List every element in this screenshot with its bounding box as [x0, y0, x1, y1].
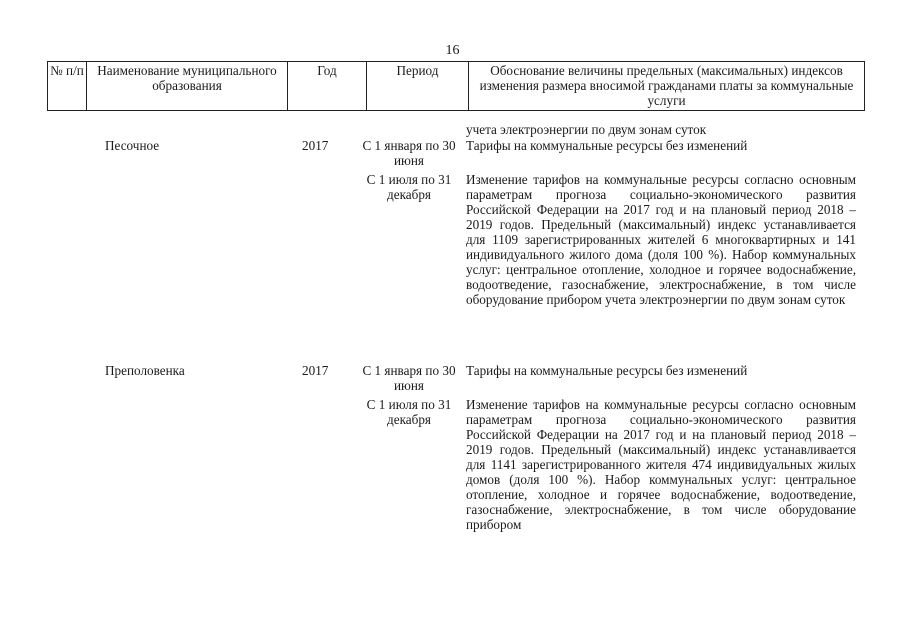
header-col-basis: Обоснование величины предельных (максимальных) индексов изменения размера вносимой гражданами платы за коммунальные услуги — [469, 62, 865, 111]
row-2-name: Преполовенка — [105, 363, 185, 378]
header-col-number: № п/п — [48, 62, 87, 111]
row-1-text-2: Изменение тарифов на коммунальные ресурсы согласно основным параметрам прогноза социально-экономического развития Российской Федерации на 2017 год и на плановый период 2018 – 2019 годов. Предельный (максимальный) индекс устанавливается для 1109 зарегистрированных жителей 6 многоквартирных и 141 индивидуального жилого дома (доля 100 %). Набор коммунальных услуг: центральное отопление, холодное и горячее водоснабжение, водоотведение, газоснабжение, электроснабжение, в том числе оборудование прибором учета электроэнергии по двум зонам суток — [466, 172, 856, 307]
carryover-text: учета электроэнергии по двум зонам суток — [466, 122, 707, 137]
row-2-year: 2017 — [302, 363, 329, 378]
row-1-text-1: Тарифы на коммунальные ресурсы без изменений — [466, 138, 748, 153]
table-header — [47, 61, 865, 111]
header-row — [48, 62, 865, 111]
row-1-period-2: С 1 июля по 31 декабря — [366, 172, 452, 202]
header-col-period: Период — [367, 62, 469, 111]
header-col-name: Наименование муниципального образования — [87, 62, 288, 111]
row-2-period-1: С 1 января по 30 июня — [362, 363, 456, 393]
row-2-period-2: С 1 июля по 31 декабря — [366, 397, 452, 427]
row-1-name: Песочное — [105, 138, 160, 153]
row-2-text-1: Тарифы на коммунальные ресурсы без изменений — [466, 363, 748, 378]
row-2-text-2: Изменение тарифов на коммунальные ресурсы согласно основным параметрам прогноза социально-экономического развития Российской Федерации на 2017 год и на плановый период 2018 – 2019 годов. Предельный (максимальный) индекс устанавливается для 1141 зарегистрированного жителя 474 индивидуальных жилых домов (доля 100 %). Набор коммунальных услуг: центральное отопление, холодное и горячее водоснабжение, водоотведение, газоснабжение, электроснабжение, в том числе оборудование прибором — [466, 397, 856, 532]
header-col-year: Год — [288, 62, 367, 111]
page-number: 16 — [445, 43, 460, 58]
row-1-year: 2017 — [302, 138, 329, 153]
row-1-period-1: С 1 января по 30 июня — [362, 138, 456, 168]
